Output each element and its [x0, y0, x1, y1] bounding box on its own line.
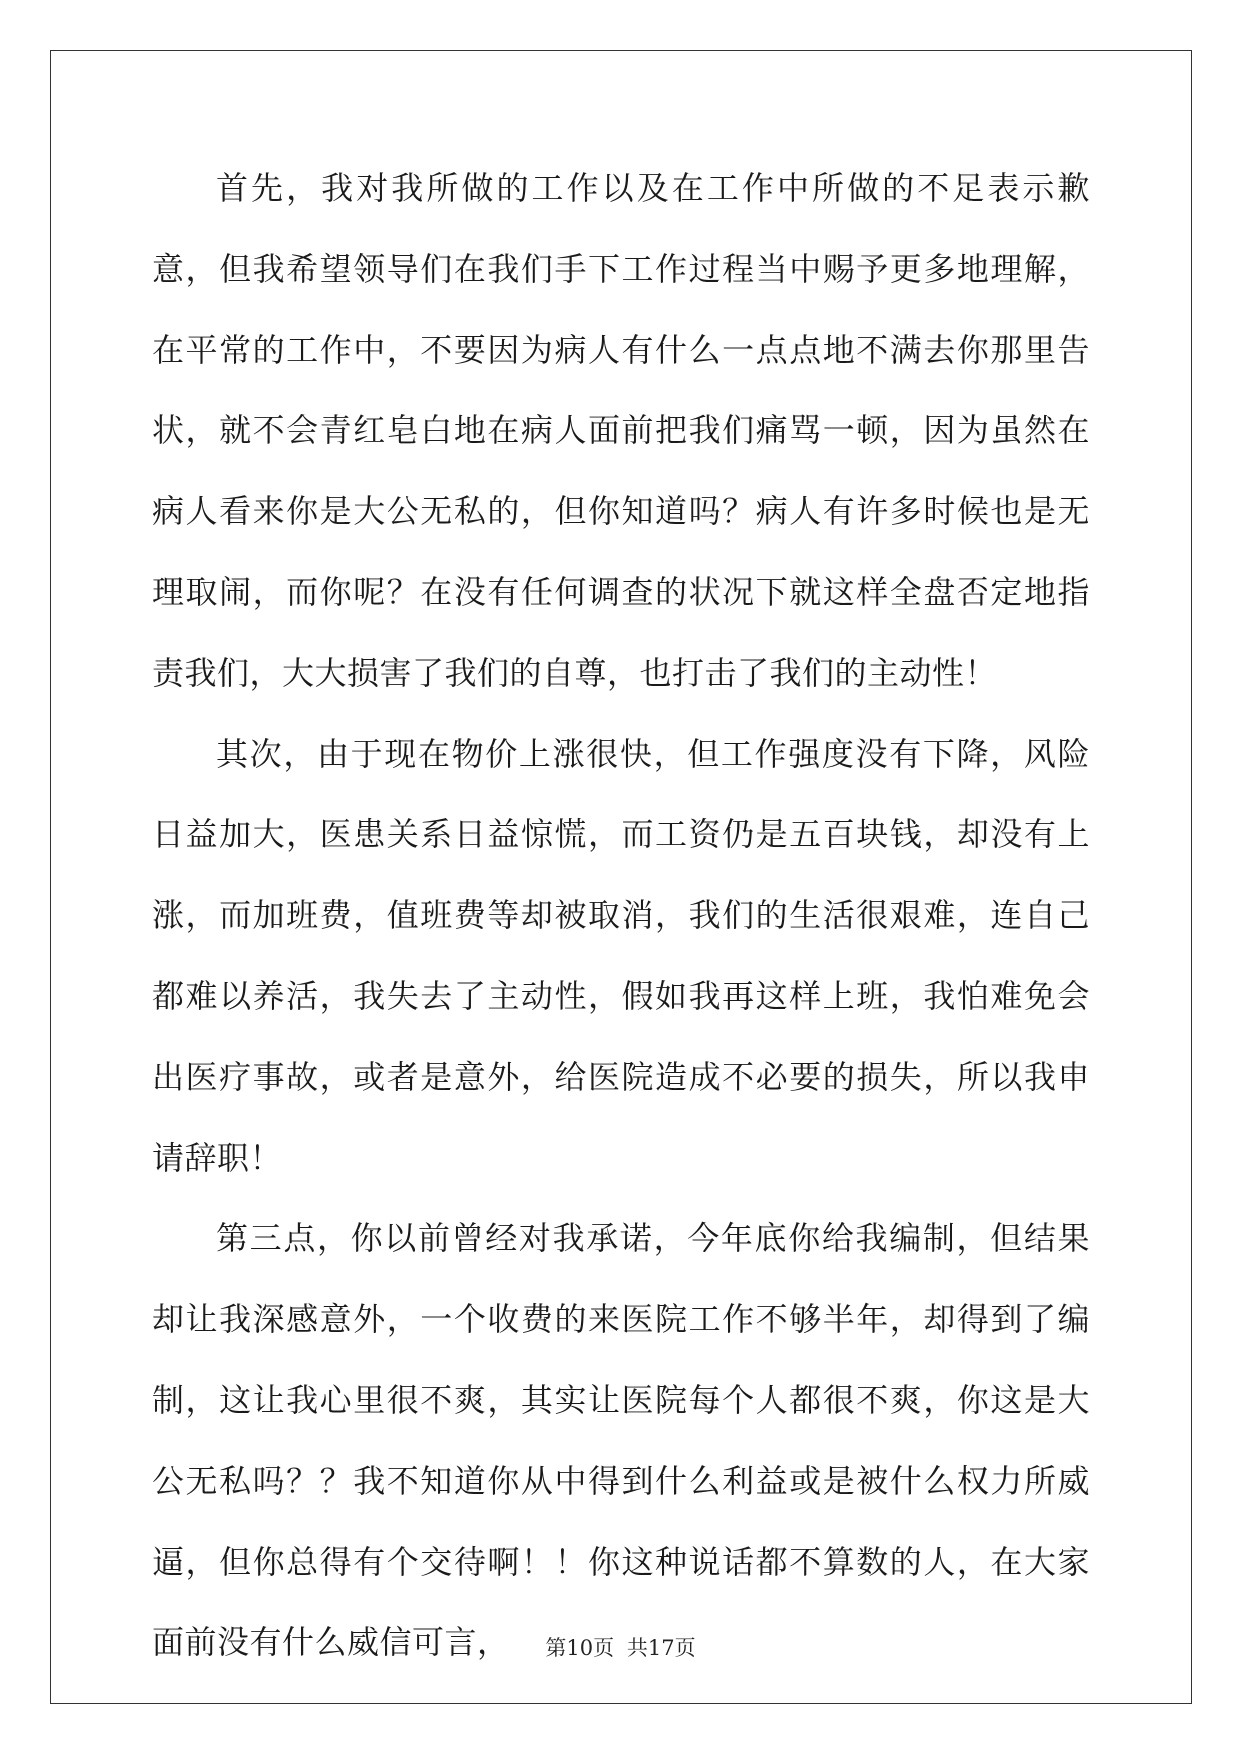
page-footer [0, 1632, 1241, 1662]
page-number: 第10页 [545, 1636, 615, 1660]
paragraph-2: 其次，由于现在物价上涨很快，但工作强度没有下降，风险日益加大，医患关系日益惊慌，而工资仍是五百块钱，却没有上涨，而加班费，值班费等却被取消，我们的生活很艰难，连自己都难以养活，我失去了主动性，假如我再这样上班，我怕难免会出医疗事故，或者是意外，给医院造成不必要的损失，所以我申请辞职！ [152, 734, 1090, 1177]
paragraph-3: 第三点，你以前曾经对我承诺，今年底你给我编制，但结果却让我深感意外，一个收费的来医院工作不够半年，却得到了编制，这让我心里很不爽，其实让医院每个人都很不爽，你这是大公无私吗？？我不知道你从中得到什么利益或是被什么权力所威逼，但你总得有个交待啊！！你这种说话都不算数的人，在大家面前没有什么威信可言， [152, 1219, 1090, 1662]
page-total: 共17页 [626, 1636, 696, 1660]
document-body [152, 148, 1090, 1683]
paragraph-1: 首先，我对我所做的工作以及在工作中所做的不足表示歉意，但我希望领导们在我们手下工作过程当中赐予更多地理解，在平常的工作中，不要因为病人有什么一点点地不满去你那里告状，就不会青红皂白地在病人面前把我们痛骂一顿，因为虽然在病人看来你是大公无私的，但你知道吗？病人有许多时候也是无理取闹，而你呢？在没有任何调查的状况下就这样全盘否定地指责我们，大大损害了我们的自尊，也打击了我们的主动性！ [152, 169, 1090, 692]
